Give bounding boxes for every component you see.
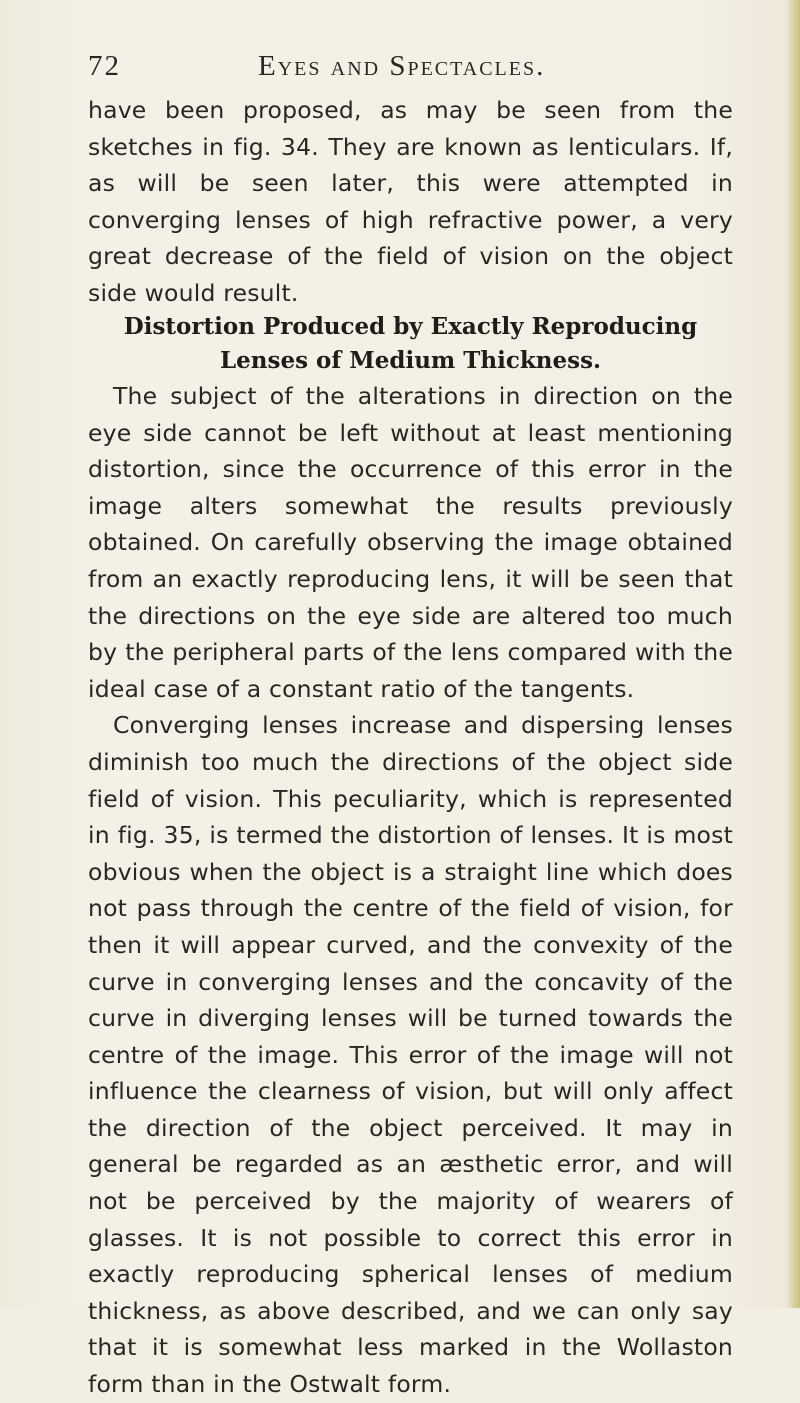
opening-paragraph [88, 92, 733, 307]
page-number: 72 [88, 50, 121, 82]
running-head: Eyes and Spectacles. [258, 50, 546, 82]
section-heading [88, 310, 733, 378]
paragraph: have been proposed, as may be seen from the sketches in fig. 34. They are known as lenticulars. If, as will be seen later, this were attempted in converging lenses of high refractive power, a very great decrease of the field of vision on the object side would result. [88, 96, 733, 307]
section-heading-line-2: Lenses of Medium Thickness. [219, 347, 602, 374]
section-body [88, 378, 733, 1399]
paragraph: The subject of the alterations in direction on the eye side cannot be left without at least mentioning distortion, since the occurrence of this error in the image alters somewhat the results previously obtained. On carefully observing the image obtained from an exactly reproducing lens, it will be seen that the directions on the eye side are altered too much by the peripheral parts of the lens compared with the ideal case of a constant ratio of the tangents. [88, 382, 733, 703]
page-header [88, 50, 728, 90]
page-edge [786, 0, 800, 1308]
paragraph: Converging lenses increase and dispersing lenses diminish too much the directions of the object side field of vision. This peculiarity, which is represented in fig. 35, is termed the distortion of lenses. It is most obvious when the object is a straight line which does not pass through the centre of the field of vision, for then it will appear curved, and the convexity of the curve in converging lenses and the concavity of the curve in diverging lenses will be turned towards the centre of the image. This error of the image will not influence the clearness of vision, but will only affect the direction of the object perceived. It may in general be regarded as an æsthetic error, and will not be perceived by the majority of wearers of glasses. It is not possible to correct this error in exactly reproducing spherical lenses of medium thickness, as above described, and we can only say that it is somewhat less marked in the Wollaston form than in the Ostwalt form. [88, 711, 733, 1399]
section-heading-line-1: Distortion Produced by Exactly Reproducing [123, 313, 698, 340]
